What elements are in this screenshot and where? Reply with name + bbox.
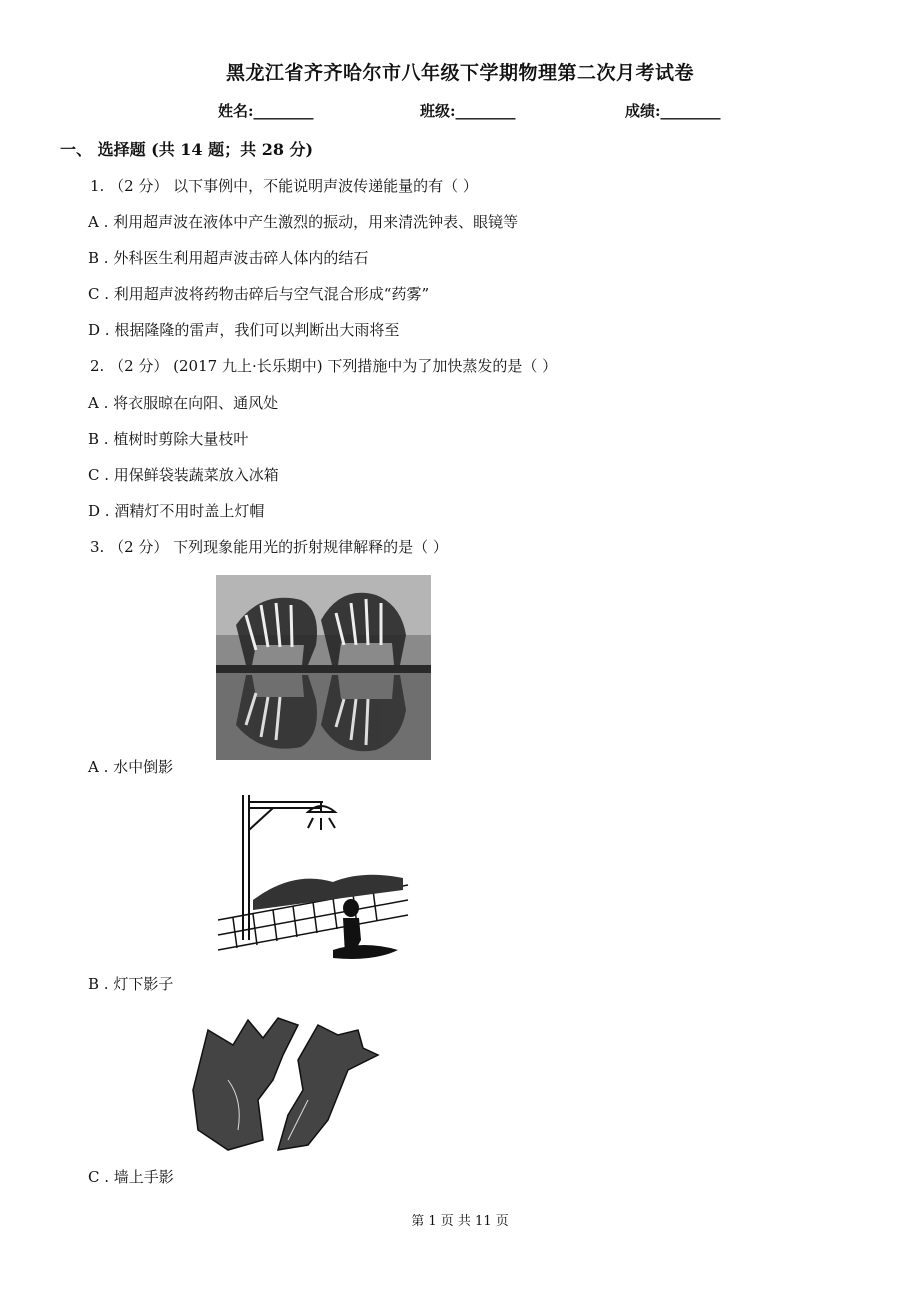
question-2-option-b: B . 植树时剪除大量枝叶 (88, 430, 249, 448)
question-2-stem: 2. （2 分） (2017 九上·长乐期中) 下列措施中为了加快蒸发的是（ ） (90, 357, 558, 375)
zebra-reflection-image (216, 575, 431, 760)
question-3-stem: 3. （2 分） 下列现象能用光的折射规律解释的是（ ） (90, 538, 448, 556)
name-field: 姓名:________ (218, 102, 314, 120)
question-3-option-c: C . 墙上手影 (88, 1168, 174, 1186)
class-field: 班级:________ (420, 102, 516, 120)
score-field: 成绩:________ (625, 102, 721, 120)
question-2-option-c: C . 用保鲜袋装蔬菜放入冰箱 (88, 466, 279, 484)
question-1-option-b: B . 外科医生利用超声波击碎人体内的结石 (88, 249, 369, 267)
question-2-option-a: A . 将衣服晾在向阳、通风处 (88, 394, 279, 412)
question-1-option-d: D . 根据隆隆的雷声，我们可以判断出大雨将至 (88, 321, 400, 339)
question-1-stem: 1. （2 分） 以下事例中，不能说明声波传递能量的有（ ） (90, 177, 478, 195)
question-3-option-b: B . 灯下影子 (88, 975, 174, 993)
question-2-option-d: D . 酒精灯不用时盖上灯帽 (88, 502, 265, 520)
page-footer: 第 1 页 共 11 页 (411, 1214, 509, 1229)
hand-shadow-image (188, 1010, 388, 1160)
lamp-shadow-image (213, 790, 413, 965)
question-1-option-a: A . 利用超声波在液体中产生激烈的振动，用来清洗钟表、眼镜等 (88, 213, 519, 231)
question-1-option-c: C . 利用超声波将药物击碎后与空气混合形成“药雾” (88, 285, 430, 303)
section-title: 一、 选择题 (共 14 题；共 28 分) (60, 140, 314, 159)
question-3-option-a: A . 水中倒影 (88, 758, 174, 776)
page-title: 黑龙江省齐齐哈尔市八年级下学期物理第二次月考试卷 (225, 62, 694, 84)
